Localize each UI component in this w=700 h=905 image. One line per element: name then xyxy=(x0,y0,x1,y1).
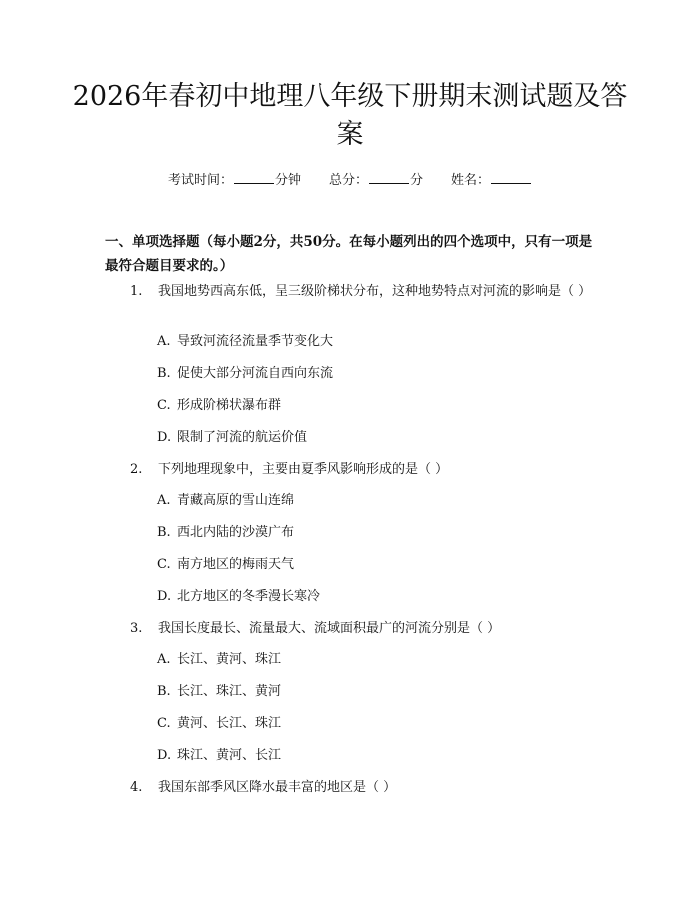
option-letter: B. xyxy=(157,525,171,540)
option-text: 西北内陆的沙漠广布 xyxy=(177,525,295,540)
exam-time-blank xyxy=(234,172,274,184)
option-text: 长江、珠江、黄河 xyxy=(177,684,282,699)
option-text: 限制了河流的航运价值 xyxy=(177,430,308,445)
question-3 xyxy=(105,617,605,641)
question-2-option-d xyxy=(157,587,320,607)
exam-time-label: 考试时间： xyxy=(167,173,233,188)
option-text: 促使大部分河流自西向东流 xyxy=(177,366,334,381)
question-1-option-d xyxy=(157,428,307,448)
option-letter: C. xyxy=(157,557,171,572)
question-1-option-c xyxy=(157,396,281,416)
option-text: 形成阶梯状瀑布群 xyxy=(177,398,282,413)
question-4 xyxy=(105,776,605,800)
name-blank xyxy=(491,172,531,184)
option-text: 青藏高原的雪山连绵 xyxy=(177,493,295,508)
option-letter: C. xyxy=(157,398,171,413)
exam-info-line xyxy=(0,169,700,188)
option-letter: B. xyxy=(157,366,171,381)
question-3-option-c xyxy=(157,714,281,734)
question-3-option-d xyxy=(157,746,281,766)
question-1-option-a xyxy=(157,332,333,352)
option-text: 珠江、黄河、长江 xyxy=(177,748,282,763)
question-number: 4. xyxy=(130,780,143,795)
option-letter: D. xyxy=(157,589,172,604)
option-text: 黄河、长江、珠江 xyxy=(177,716,282,731)
option-letter: B. xyxy=(157,684,171,699)
option-text: 长江、黄河、珠江 xyxy=(177,652,282,667)
question-number: 2. xyxy=(130,462,143,477)
question-2 xyxy=(105,458,605,482)
total-score-unit: 分 xyxy=(410,173,424,188)
option-letter: A. xyxy=(157,334,171,349)
page-title: 2026年春初中地理八年级下册期末测试题及答案 xyxy=(72,81,628,150)
question-number: 1. xyxy=(130,284,143,299)
option-letter: A. xyxy=(157,652,171,667)
question-2-option-b xyxy=(157,523,294,543)
option-letter: D. xyxy=(157,430,172,445)
question-number: 3. xyxy=(130,621,143,636)
question-2-option-c xyxy=(157,555,294,575)
question-stem: 我国地势西高东低，呈三级阶梯状分布，这种地势特点对河流的影响是（ ） xyxy=(158,284,592,299)
name-label: 姓名： xyxy=(451,173,491,188)
question-2-option-a xyxy=(157,491,294,511)
question-1-option-b xyxy=(157,364,333,384)
question-3-option-a xyxy=(157,650,281,670)
option-letter: C. xyxy=(157,716,171,731)
option-letter: A. xyxy=(157,493,171,508)
option-text: 南方地区的梅雨天气 xyxy=(177,557,295,572)
question-stem: 下列地理现象中，主要由夏季风影响形成的是（ ） xyxy=(158,462,449,477)
option-text: 导致河流径流量季节变化大 xyxy=(177,334,334,349)
question-stem: 我国东部季风区降水最丰富的地区是（ ） xyxy=(158,780,397,795)
question-3-option-b xyxy=(157,682,281,702)
section-heading: 一、单项选择题（每小题2分，共50分。在每小题列出的四个选项中，只有一项是最符合题目要求的。） xyxy=(105,234,593,274)
question-stem: 我国长度最长、流量最大、流域面积最广的河流分别是（ ） xyxy=(158,621,501,636)
option-letter: D. xyxy=(157,748,172,763)
option-text: 北方地区的冬季漫长寒冷 xyxy=(177,589,321,604)
question-1 xyxy=(105,280,605,304)
total-score-blank xyxy=(369,172,409,184)
exam-time-unit: 分钟 xyxy=(274,173,301,188)
total-score-label: 总分： xyxy=(328,173,368,188)
